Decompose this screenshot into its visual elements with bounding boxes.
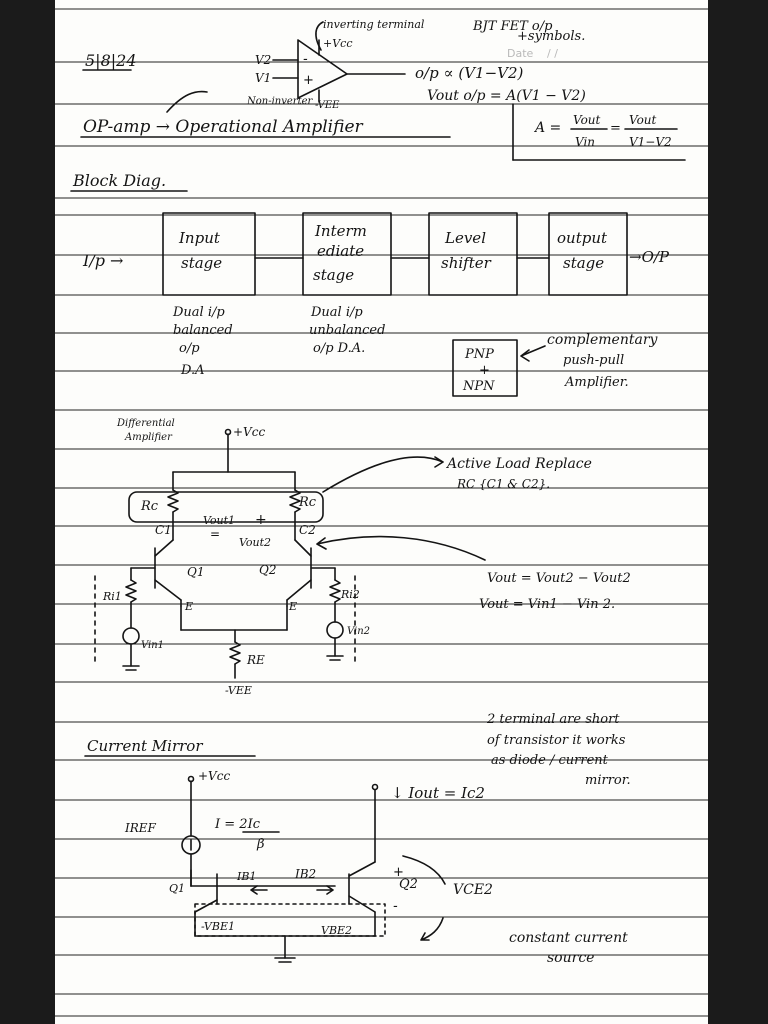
c1-label: C1	[155, 523, 172, 537]
svg-text:stage: stage	[181, 254, 223, 272]
svg-text:shifter: shifter	[441, 254, 491, 272]
svg-text:o/p: o/p	[179, 341, 200, 356]
active-load-text: Active Load Replace	[447, 456, 592, 472]
opamp-vcc-label: +Vcc	[323, 37, 353, 50]
diff-amp-circuit	[95, 430, 355, 679]
svg-text:D.A: D.A	[181, 363, 205, 378]
block-output-stage	[549, 213, 627, 295]
block-output-label: →O/P	[629, 248, 670, 266]
topic-note-2: +symbols.	[517, 29, 586, 44]
vbe1-label: -VBE1	[201, 920, 235, 933]
q2-label: Q2	[259, 563, 277, 577]
ib1-label: IB1	[237, 870, 257, 883]
diff-vcc-label: +Vcc	[233, 425, 266, 439]
non-inverting-label: Non-inverter	[247, 96, 313, 107]
opamp-minus: -	[303, 52, 308, 67]
ib2-label: IB2	[295, 867, 317, 881]
q1-label: Q1	[187, 565, 205, 579]
i-equation-den: β	[257, 837, 265, 852]
svg-text:push-pull: push-pull	[563, 353, 625, 368]
re-label: RE	[247, 653, 265, 667]
vin2-label: Vin2	[347, 626, 371, 637]
complementary-arrow	[521, 346, 545, 361]
diff-out-arrow	[317, 537, 485, 560]
svg-text:of transistor it works: of transistor it works	[487, 733, 626, 748]
svg-text:balanced: balanced	[173, 323, 233, 338]
svg-text:output: output	[557, 229, 608, 247]
i-equation-num: I = 2Ic	[215, 817, 260, 832]
title-pointer-arrow	[167, 92, 207, 112]
svg-text:Level: Level	[445, 229, 486, 247]
mirror-q2-label: Q2	[399, 877, 418, 892]
svg-text:constant current: constant current	[509, 930, 628, 946]
svg-text:=: =	[210, 527, 221, 541]
active-load-arrow	[323, 457, 443, 492]
vout-equation: Vout o/p = A(V1 − V2)	[427, 88, 586, 104]
svg-text:-: -	[393, 899, 398, 914]
svg-text:=: =	[610, 121, 621, 136]
output-relation: o/p ∝ (V1−V2)	[415, 64, 524, 82]
svg-text:+: +	[393, 865, 404, 880]
block-diagram-heading: Block Diag.	[73, 171, 167, 190]
vout2-label: Vout2	[239, 536, 272, 549]
svg-text:as diode / current: as diode / current	[491, 753, 608, 768]
svg-text:o/p D.A.: o/p D.A.	[313, 341, 366, 356]
c2-label: C2	[299, 523, 316, 537]
svg-text:unbalanced: unbalanced	[309, 323, 386, 338]
svg-text:source: source	[547, 950, 595, 966]
rc-right-label: Rc	[299, 495, 317, 510]
diff-eq-1: Vout = Vout2 − Vout2	[487, 571, 631, 586]
opamp-v1-label: V1	[255, 71, 272, 85]
ri2-label: Ri2	[341, 588, 360, 601]
svg-text:Dual i/p: Dual i/p	[173, 305, 225, 320]
svg-text:ediate: ediate	[317, 242, 365, 260]
svg-text:complementary: complementary	[547, 332, 658, 348]
vce2-label: VCE2	[453, 882, 493, 898]
svg-text:mirror.: mirror.	[585, 773, 631, 788]
page-canvas	[55, 0, 708, 1024]
e-right-label: E	[289, 600, 298, 613]
svg-text:Input: Input	[179, 229, 220, 247]
gain-den-2: V1−V2	[629, 135, 672, 149]
svg-text:Dual i/p: Dual i/p	[311, 305, 363, 320]
rc-left-label: Rc	[141, 499, 159, 514]
svg-text:+: +	[479, 363, 490, 378]
svg-text:Differential: Differential	[117, 418, 175, 429]
svg-text:Amplifier: Amplifier	[125, 432, 172, 443]
rc-note-text: RC {C1 & C2}.	[457, 477, 551, 491]
svg-text:stage: stage	[313, 266, 355, 284]
pnp-npn-box	[453, 340, 517, 396]
e-left-label: E	[185, 600, 194, 613]
opamp-v2-label: V2	[255, 53, 272, 67]
gain-den-1: Vin	[575, 135, 596, 149]
date-text: 5|8|24	[85, 51, 137, 70]
block-level-shifter	[429, 213, 517, 295]
opamp-vee-label: -VEE	[315, 100, 340, 111]
gain-lhs: A =	[535, 120, 562, 136]
iout-label: ↓ Iout = Ic2	[391, 784, 485, 802]
iref-label: IREF	[125, 821, 156, 835]
date-field-value: / /	[547, 47, 558, 60]
block-intermediate-stage	[303, 213, 391, 295]
ri1-label: Ri1	[103, 590, 122, 603]
svg-text:stage: stage	[563, 254, 605, 272]
block-input-stage	[163, 213, 255, 295]
inverting-terminal-label: inverting terminal	[323, 18, 425, 31]
vbe2-label: VBE2	[321, 924, 353, 937]
block-input-label: I/p →	[83, 251, 124, 270]
svg-text:2 terminal are short: 2 terminal are short	[487, 712, 620, 727]
diff-eq-2: Vout = Vin1 − Vin 2.	[479, 597, 616, 612]
gain-num-1: Vout	[573, 113, 601, 127]
title-text: OP-amp → Operational Amplifier	[83, 117, 363, 137]
diff-vee-label: -VEE	[225, 684, 252, 697]
vin1-label: Vin1	[141, 640, 165, 651]
mirror-vcc-label: +Vcc	[198, 769, 231, 783]
gain-formula	[513, 104, 685, 160]
svg-text:NPN: NPN	[463, 379, 495, 394]
mirror-q1-label: Q1	[169, 882, 186, 895]
svg-text:PNP: PNP	[465, 347, 494, 362]
date-field-label: Date	[507, 47, 534, 60]
svg-text:Interm: Interm	[315, 222, 367, 240]
opamp-plus: +	[303, 73, 314, 88]
svg-text:Amplifier.: Amplifier.	[565, 375, 629, 390]
svg-text:+: +	[255, 512, 267, 528]
current-mirror-heading: Current Mirror	[87, 737, 203, 755]
topic-note: BJT FET o/p	[473, 19, 553, 34]
vout1-label: Vout1	[203, 514, 236, 527]
notebook-page	[55, 0, 708, 1024]
gain-num-2: Vout	[629, 113, 657, 127]
